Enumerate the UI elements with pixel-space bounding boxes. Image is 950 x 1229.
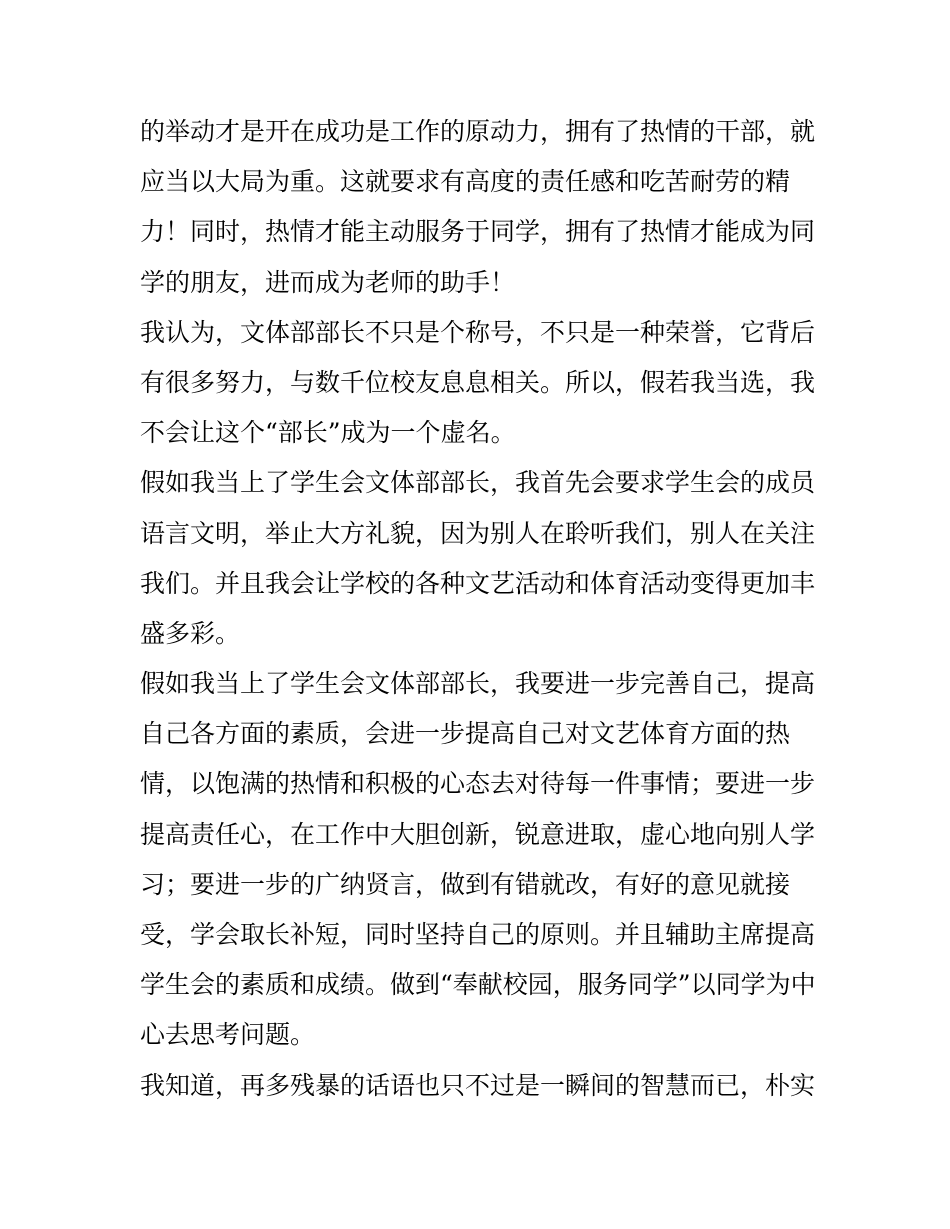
text-line: 受，学会取长补短，同时坚持自己的原则。并且辅助主席提高 [140, 920, 816, 949]
text-line: 假如我当上了学生会文体部部长，我要进一步完善自己，提高 [140, 669, 816, 699]
text-line: 力！同时，热情才能主动服务于同学，拥有了热情才能成为同 [140, 217, 816, 247]
text-line: 自己各方面的素质，会进一步提高自己对文艺体育方面的热 [140, 719, 791, 749]
text-line: 我认为，文体部部长不只是个称号，不只是一种荣誉，它背后 [140, 317, 816, 347]
text-line: 提高责任心，在工作中大胆创新，锐意进取，虚心地向别人学 [140, 819, 816, 849]
text-line: 假如我当上了学生会文体部部长，我首先会要求学生会的成员 [140, 468, 816, 498]
text-line: 情，以饱满的热情和积极的心态去对待每一件事情；要进一步 [140, 769, 816, 799]
text-line: 学的朋友，进而成为老师的助手！ [140, 267, 516, 297]
text-line: 语言文明，举止大方礼貌，因为别人在聆听我们，别人在关注 [140, 518, 816, 548]
text-line: 不会让这个“部长”成为一个虚名。 [140, 418, 516, 448]
text-line: 心去思考问题。 [140, 1020, 316, 1050]
text-line: 盛多彩。 [140, 618, 241, 648]
text-line: 学生会的素质和成绩。做到“奉献校园，服务同学”以同学为中 [140, 970, 816, 1000]
text-line: 的举动才是开在成功是工作的原动力，拥有了热情的干部，就 [140, 117, 816, 146]
text-line: 我知道，再多残暴的话语也只不过是一瞬间的智慧而已，朴实 [140, 1070, 816, 1100]
body-text [140, 110, 820, 1114]
text-line: 应当以大局为重。这就要求有高度的责任感和吃苦耐劳的精 [140, 167, 791, 197]
text-line: 我们。并且我会让学校的各种文艺活动和体育活动变得更加丰 [140, 568, 816, 598]
text-line: 习；要进一步的广纳贤言，做到有错就改，有好的意见就接 [140, 869, 791, 899]
text-line: 有很多努力，与数千位校友息息相关。所以，假若我当选，我 [140, 367, 816, 397]
